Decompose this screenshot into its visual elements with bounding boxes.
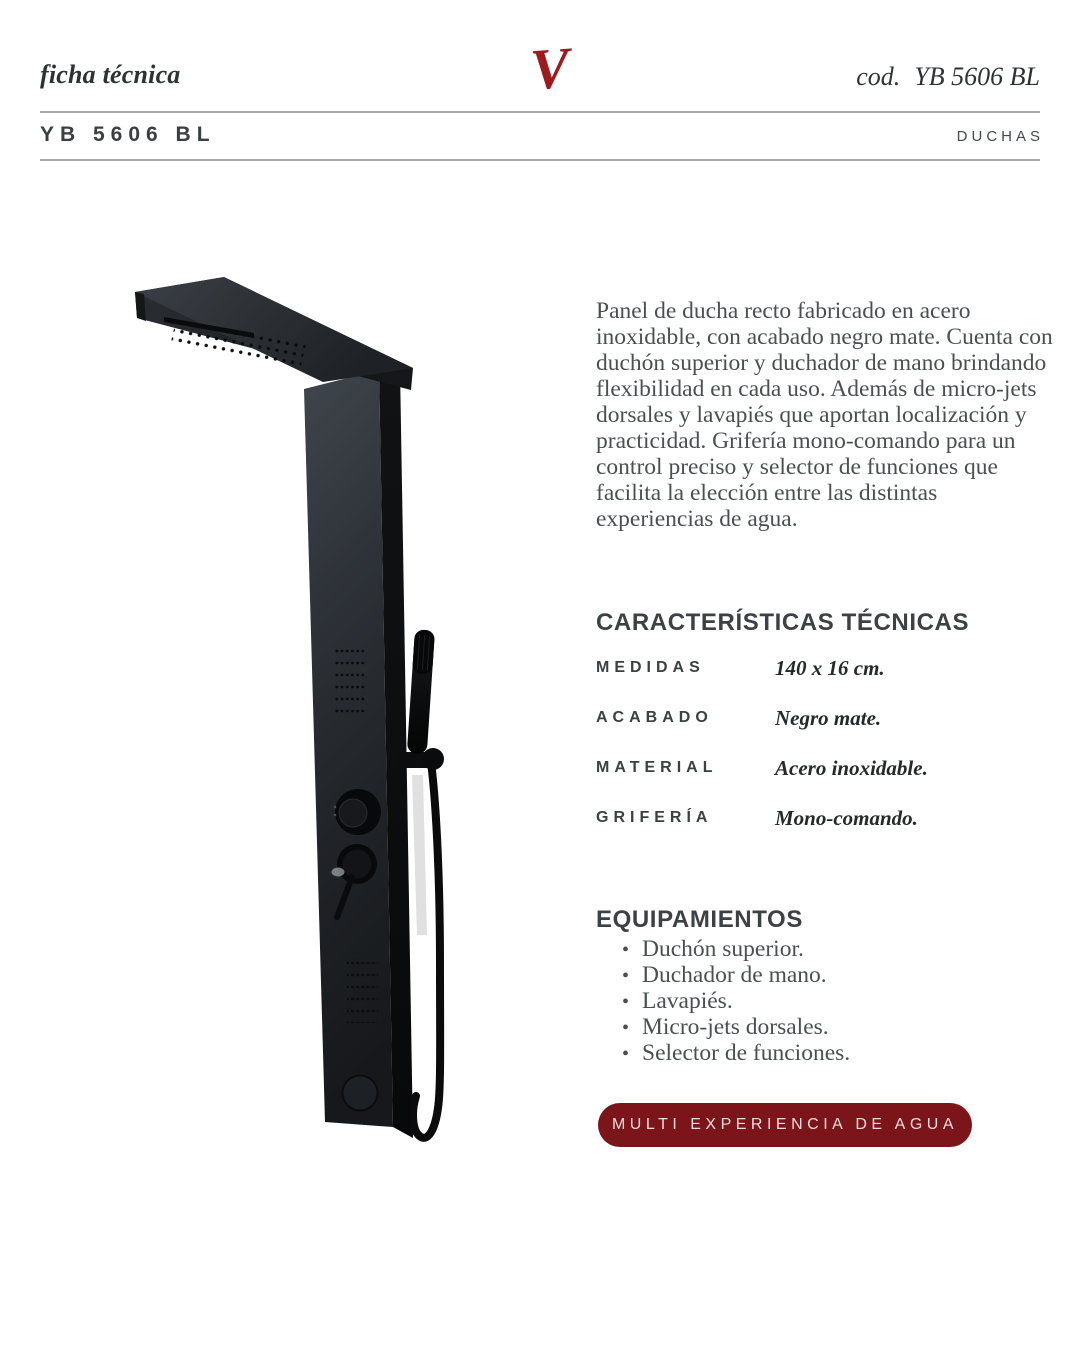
hose-reflection: [412, 775, 427, 935]
spec-row-acabado: [596, 693, 1058, 743]
spec-label: MATERIAL: [596, 759, 718, 776]
equipment-section-title: EQUIPAMIENTOS: [596, 905, 803, 933]
product-code-top: [856, 62, 1040, 92]
hand-shower-wand: [407, 629, 435, 754]
equipment-list: [596, 936, 1058, 1066]
spec-table: [596, 643, 1058, 843]
spec-row-griferia: [596, 793, 1058, 843]
spec-row-material: [596, 743, 1058, 793]
product-photo-shower-panel: [90, 240, 510, 1160]
equipment-item: • Micro-jets dorsales.: [622, 1014, 1058, 1040]
equipment-item: • Lavapiés.: [622, 988, 1058, 1014]
spec-value: Acero inoxidable.: [775, 755, 928, 780]
spec-row-medidas: [596, 643, 1058, 693]
code-prefix: cod.: [856, 62, 901, 91]
function-selector-knob: [339, 799, 367, 827]
product-description: Panel de ducha recto fabricado en acero inoxidable, con acabado negro mate. Cuenta con duchón superior y duchador de mano brindando flexibilidad en cada uso. Además de micro-jets dorsales y lavapiés que aportan localización y practicidad. Grifería mono-comando para un control preciso y selector de funciones que facilita la elección entre las distintas experiencias de agua.: [596, 297, 1053, 532]
water-experience-badge: MULTI EXPERIENCIA DE AGUA: [598, 1103, 972, 1147]
doc-type-label: ficha técnica: [40, 60, 181, 89]
selector-tick: [334, 814, 337, 817]
spec-value: Negro mate.: [775, 705, 882, 730]
spec-label: GRIFERÍA: [596, 809, 713, 826]
spec-label: MEDIDAS: [596, 659, 705, 676]
spec-label: ACABADO: [596, 709, 713, 726]
equipment-item: • Duchador de mano.: [622, 962, 1058, 988]
spec-value: 140 x 16 cm.: [775, 655, 885, 680]
divider-top: [40, 111, 1040, 113]
selector-tick: [334, 806, 337, 809]
spec-value: Mono-comando.: [775, 805, 918, 830]
product-code-heading: YB 5606 BL: [40, 123, 216, 146]
micro-jets-upper-grid: [335, 648, 366, 719]
category-label: DUCHAS: [956, 128, 1044, 145]
divider-bottom: [40, 159, 1040, 161]
equipment-item: • Duchón superior.: [622, 936, 1058, 962]
mixer-brand-dot: [332, 868, 345, 877]
mixer-cap: [343, 850, 372, 879]
code-value: YB 5606 BL: [914, 62, 1040, 91]
foot-wash-outlet: [343, 1076, 378, 1111]
brand-logo-icon: V: [528, 34, 572, 103]
micro-jets-lower-grid: [347, 952, 378, 1023]
tech-section-title: CARACTERÍSTICAS TÉCNICAS: [596, 608, 970, 636]
equipment-item: • Selector de funciones.: [622, 1040, 1058, 1066]
